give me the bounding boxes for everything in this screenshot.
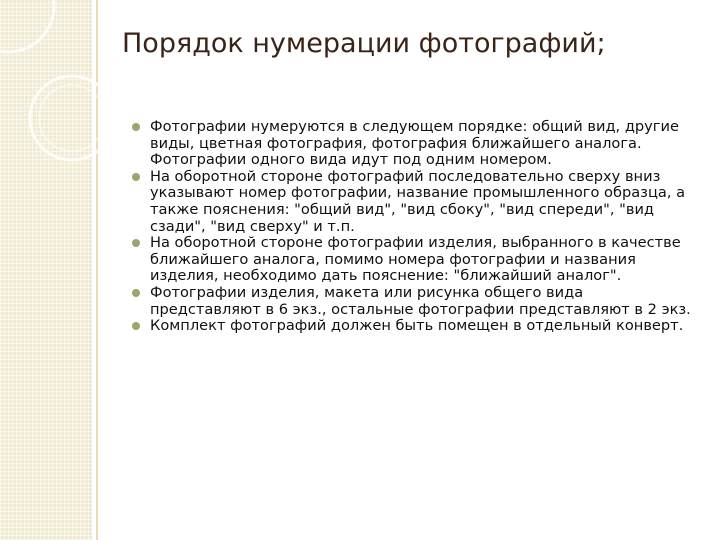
bullet-marker-icon	[132, 173, 140, 181]
bullet-item	[132, 235, 698, 285]
bullet-marker-icon	[132, 239, 140, 247]
bullet-item	[132, 285, 698, 318]
bullet-text: Фотографии изделия, макета или рисунка общего вида представляют в 6 экз., остальные фотографии представляют в 2 экз.	[150, 283, 691, 318]
bullet-item	[132, 169, 698, 235]
bullet-text: На оборотной стороне фотографии изделия, выбранного в качестве ближайшего аналога, помимо номера фотографии и названия изделия, необходимо дать пояснение: "ближайший аналог".	[150, 234, 681, 285]
slide-title: Порядок нумерации фотографий;	[122, 28, 606, 59]
bullet-marker-icon	[132, 289, 140, 297]
bullet-item	[132, 119, 698, 169]
bullet-marker-icon	[132, 322, 140, 330]
bullet-list	[132, 119, 698, 335]
decorative-circles-graphic	[0, 0, 130, 170]
bullet-text: Комплект фотографий должен быть помещен в отдельный конверт.	[150, 317, 684, 335]
bullet-item	[132, 318, 698, 335]
bullet-text: На оборотной стороне фотографий последовательно сверху вниз указывают номер фотографии, название промышленного образца, а также пояснения: "общий вид", "вид сбоку", "вид спереди", "вид сзади", "вид сверху" и т.п.	[150, 167, 686, 235]
bullet-text: Фотографии нумеруются в следующем порядке: общий вид, другие виды, цветная фотография, фотография ближайшего аналога. Фотографии одного вида идут под одним номером.	[150, 118, 679, 169]
bullet-marker-icon	[132, 123, 140, 131]
